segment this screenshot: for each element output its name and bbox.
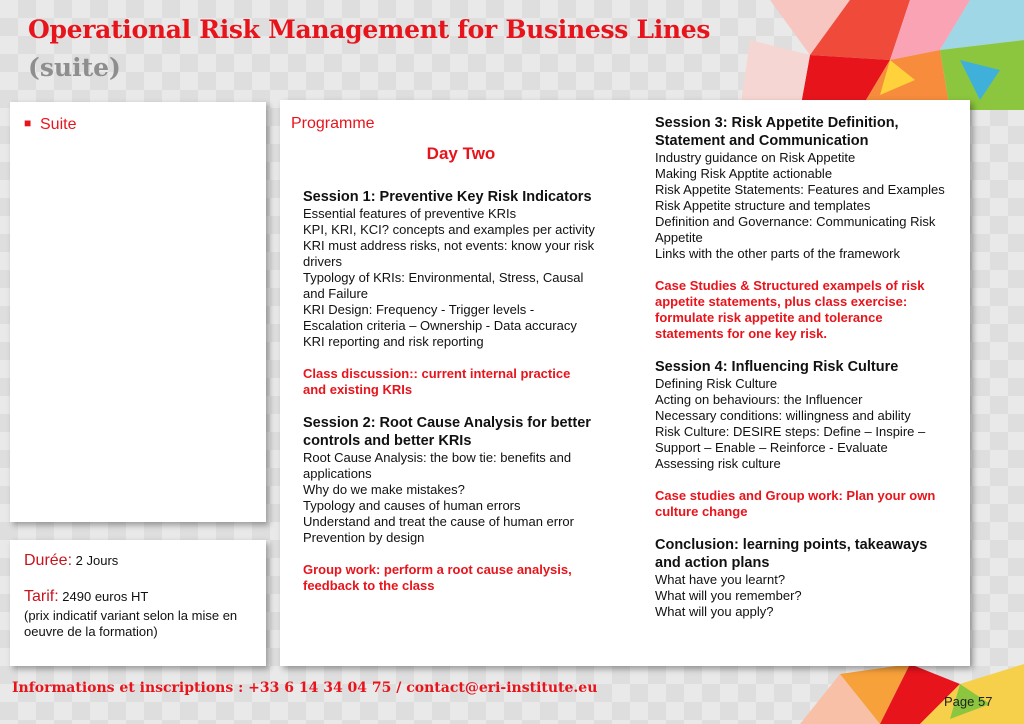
list-item: Necessary conditions: willingness and ability xyxy=(655,408,911,423)
list-item: What will you remember? xyxy=(655,588,802,603)
conclusion-items xyxy=(655,572,965,620)
page-title: Operational Risk Management for Business Lines xyxy=(28,15,711,44)
session-2-title: Session 2: Root Cause Analysis for better xyxy=(303,415,591,431)
list-item: Appetite xyxy=(655,230,703,245)
list-item: Prevention by design xyxy=(303,530,425,545)
session-3-activity: formulate risk appetite and tolerance xyxy=(655,310,883,325)
session-2-items xyxy=(303,450,623,546)
session-4-activity: Case studies and Group work: Plan your own xyxy=(655,488,936,503)
programme-column-1 xyxy=(291,116,631,162)
bullet-item: ■ Suite xyxy=(24,116,77,133)
list-item: Risk Appetite structure and templates xyxy=(655,198,871,213)
course-info-panel xyxy=(10,540,266,666)
decorative-polygon-art xyxy=(740,0,1024,110)
price-label: Tarif: xyxy=(24,588,59,605)
day-heading: Day Two xyxy=(426,144,496,163)
programme-column-1-sessions xyxy=(303,188,623,594)
session-1-activity: Class discussion:: current internal practice xyxy=(303,366,571,381)
list-item: KRI must address risks, not events: know your risk xyxy=(303,238,595,253)
session-3-activity: Case Studies & Structured exampels of risk xyxy=(655,278,925,293)
price-note: (prix indicatif variant selon la mise en oeuvre de la formation) xyxy=(24,608,238,639)
list-item: Risk Culture: DESIRE steps: Define – Inspire – xyxy=(655,424,926,439)
session-2-title: controls and better KRIs xyxy=(303,433,472,449)
duration-value: 2 Jours xyxy=(75,553,119,568)
duration-row xyxy=(24,552,118,570)
list-item: What will you apply? xyxy=(655,604,774,619)
list-item: Defining Risk Culture xyxy=(655,376,778,391)
bullet-icon: ■ xyxy=(24,116,32,130)
list-item: Typology and causes of human errors xyxy=(303,498,521,513)
list-item: applications xyxy=(303,466,372,481)
list-item: Making Risk Apptite actionable xyxy=(655,166,833,181)
list-item: Definition and Governance: Communicating Risk xyxy=(655,214,936,229)
list-item: Essential features of preventive KRIs xyxy=(303,206,517,221)
session-4-items xyxy=(655,376,965,472)
list-item: Assessing risk culture xyxy=(655,456,781,471)
price-value: 2490 euros HT xyxy=(62,589,149,604)
list-item: Acting on behaviours: the Influencer xyxy=(655,392,863,407)
list-item: Support – Enable – Reinforce - Evaluate xyxy=(655,440,888,455)
list-item: Typology of KRIs: Environmental, Stress, Causal xyxy=(303,270,584,285)
list-item: KRI Design: Frequency - Trigger levels - xyxy=(303,302,535,317)
left-summary-panel xyxy=(10,102,266,522)
session-4-activity: culture change xyxy=(655,504,748,519)
session-1-activity: and existing KRIs xyxy=(303,382,413,397)
list-item: Root Cause Analysis: the bow tie: benefits and xyxy=(303,450,572,465)
list-item: Understand and treat the cause of human error xyxy=(303,514,574,529)
page-number: Page 57 xyxy=(944,694,993,709)
conclusion-title: and action plans xyxy=(655,555,770,571)
session-3-title: Session 3: Risk Appetite Definition, xyxy=(655,115,899,131)
session-4-title: Session 4: Influencing Risk Culture xyxy=(655,359,899,375)
list-item: Industry guidance on Risk Appetite xyxy=(655,150,856,165)
price-row xyxy=(24,588,148,606)
programme-panel xyxy=(280,100,970,666)
page-subtitle: (suite) xyxy=(28,53,121,82)
list-item: Why do we make mistakes? xyxy=(303,482,465,497)
session-1-title: Session 1: Preventive Key Risk Indicators xyxy=(303,189,592,205)
list-item: drivers xyxy=(303,254,343,269)
session-1-items xyxy=(303,206,623,350)
duration-label: Durée: xyxy=(24,552,73,569)
session-2-activity: Group work: perform a root cause analysis, xyxy=(303,562,572,577)
session-3-activity: statements for one key risk. xyxy=(655,326,827,341)
session-2-activity: feedback to the class xyxy=(303,578,435,593)
session-3-title: Statement and Communication xyxy=(655,133,869,149)
list-item: KPI, KRI, KCI? concepts and examples per activity xyxy=(303,222,595,237)
list-item: Risk Appetite Statements: Features and Examples xyxy=(655,182,945,197)
list-item: and Failure xyxy=(303,286,369,301)
list-item: What have you learnt? xyxy=(655,572,786,587)
conclusion-title: Conclusion: learning points, takeaways xyxy=(655,537,928,553)
session-3-activity: appetite statements, plus class exercise: xyxy=(655,294,908,309)
programme-label: Programme xyxy=(291,115,375,132)
list-item: KRI reporting and risk reporting xyxy=(303,334,484,349)
list-item: Links with the other parts of the framework xyxy=(655,246,900,261)
session-3-items xyxy=(655,150,965,262)
contact-footer: Informations et inscriptions : +33 6 14 34 04 75 / contact@eri-institute.eu xyxy=(12,680,598,696)
list-item: Escalation criteria – Ownership - Data accuracy xyxy=(303,318,577,333)
programme-column-2 xyxy=(655,114,965,620)
